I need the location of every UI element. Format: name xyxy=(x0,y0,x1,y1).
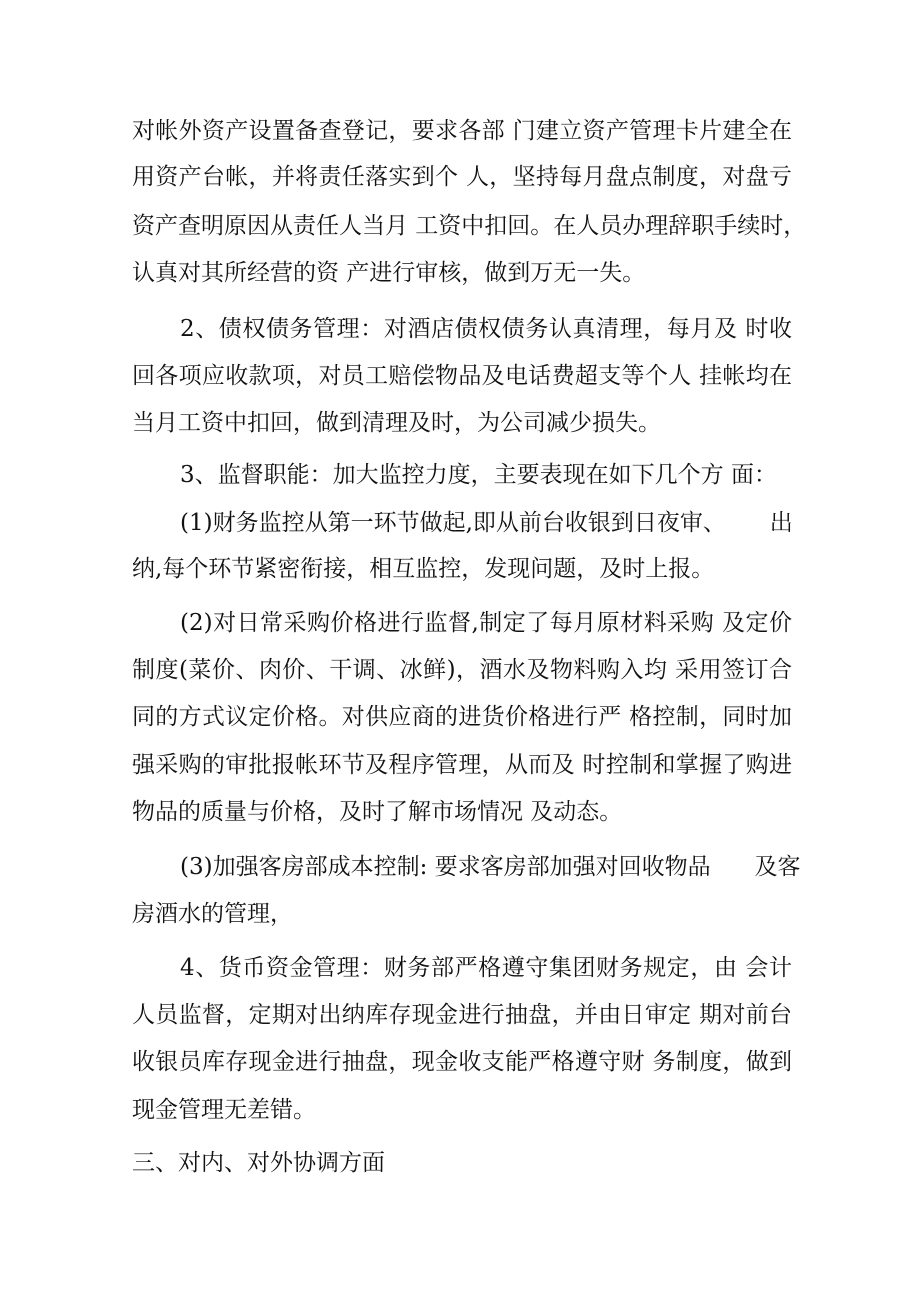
paragraph-line: 物品的质量与价格，及时了解市场情况 及动态。 xyxy=(132,799,623,825)
paragraph-line: 同的方式议定价格。对供应商的进货价格进行严 格控制，同时加 xyxy=(132,704,792,730)
paragraph-line: 资产查明原因从责任人当月 工资中扣回。在人员办理辞职手续时， xyxy=(132,213,807,239)
paragraph-line: 纳,每个环节紧密衔接，相互监控，发现问题，及时上报。 xyxy=(132,556,715,582)
paragraph-line: (1)财务监控从第一环节做起,即从前台收银到日夜审、 出 xyxy=(180,510,793,536)
paragraph-line: 房酒水的管理， xyxy=(132,901,293,927)
paragraph-line: 用资产台帐，并将责任落实到个 人，坚持每月盘点制度，对盘亏 xyxy=(132,164,792,190)
paragraph-line: 回各项应收款项，对员工赔偿物品及电话费超支等个人 挂帐均在 xyxy=(132,363,792,389)
paragraph-line: (3)加强客房部成本控制: 要求客房部加强对回收物品 及客 xyxy=(180,854,801,880)
paragraph-line: 制度(菜价、肉价、干调、冰鲜)，酒水及物料购入均 采用签订合 xyxy=(132,657,792,683)
paragraph-line: 4、货币资金管理：财务部严格遵守集团财务规定，由 会计 xyxy=(180,955,792,981)
paragraph-line: 强采购的审批报帐环节及程序管理，从而及 时控制和掌握了购进 xyxy=(132,752,792,778)
paragraph-line: 认真对其所经营的资 产进行审核，做到万无一失。 xyxy=(132,260,646,286)
section-heading: 三、对内、对外协调方面 xyxy=(132,1150,385,1176)
paragraph-line: 2、债权债务管理：对酒店债权债务认真清理，每月及 时收 xyxy=(180,316,792,342)
paragraph-line: 对帐外资产设置备查登记，要求各部 门建立资产管理卡片建全在 xyxy=(132,118,792,144)
paragraph-line: 现金管理无差错。 xyxy=(132,1097,316,1123)
paragraph-line: 3、监督职能：加大监控力度，主要表现在如下几个方 面： xyxy=(180,462,777,488)
paragraph-line: 当月工资中扣回，做到清理及时，为公司减少损失。 xyxy=(132,410,661,436)
paragraph-line: (2)对日常采购价格进行监督,制定了每月原材料采购 及定价 xyxy=(180,610,792,636)
paragraph-line: 人员监督，定期对出纳库存现金进行抽盘，并由日审定 期对前台 xyxy=(132,1002,792,1028)
paragraph-line: 收银员库存现金进行抽盘，现金收支能严格遵守财 务制度，做到 xyxy=(132,1049,792,1075)
